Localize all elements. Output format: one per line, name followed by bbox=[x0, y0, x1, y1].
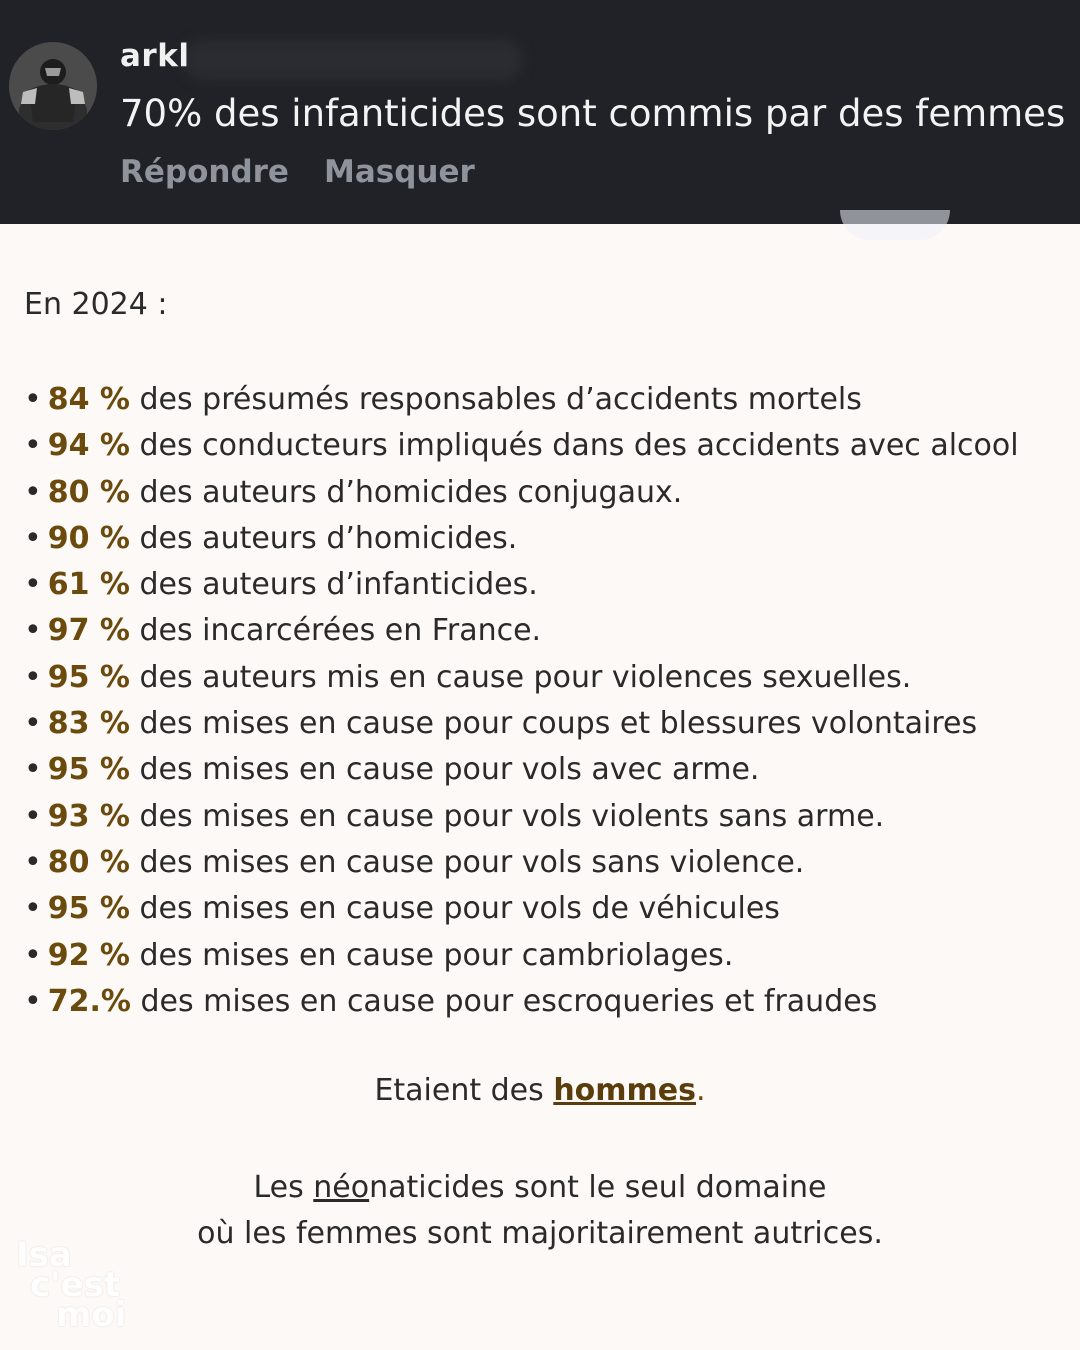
conclusion-line bbox=[0, 1073, 1080, 1108]
stat-percent: 92 % bbox=[47, 937, 130, 973]
stat-percent: 93 % bbox=[47, 798, 130, 834]
note-underlined: néo bbox=[313, 1170, 370, 1205]
stat-percent: 95 % bbox=[47, 891, 130, 927]
stat-text: des auteurs d’infanticides. bbox=[139, 567, 538, 603]
stat-item: • 80 % des auteurs d’homicides conjugaux. bbox=[24, 474, 683, 510]
stat-percent: 90 % bbox=[47, 520, 130, 556]
stat-text: des mises en cause pour vols de véhicules bbox=[139, 891, 780, 927]
stat-item: • 94 % des conducteurs impliqués dans des accidents avec alcool bbox=[24, 428, 1019, 464]
stat-item: • 95 % des mises en cause pour vols de véhicules bbox=[24, 891, 780, 927]
stat-percent: 94 % bbox=[47, 428, 130, 464]
note-line-2: où les femmes sont majoritairement autrices. bbox=[197, 1216, 883, 1251]
stat-percent: 83 % bbox=[47, 706, 130, 742]
stat-percent: 80 % bbox=[47, 844, 130, 880]
note-prefix: Les bbox=[253, 1170, 314, 1205]
stats-list bbox=[24, 377, 1019, 1025]
stat-text: des auteurs mis en cause pour violences sexuelles. bbox=[139, 659, 912, 695]
armored-warrior-avatar-icon bbox=[9, 42, 97, 130]
stat-text: des mises en cause pour cambriolages. bbox=[139, 937, 734, 973]
stat-text: des mises en cause pour vols sans violence. bbox=[139, 844, 805, 880]
hide-button[interactable]: Masquer bbox=[324, 154, 475, 190]
watermark-line-2: c'est bbox=[30, 1265, 121, 1305]
stat-item: • 83 % des mises en cause pour coups et blessures volontaires bbox=[24, 706, 978, 742]
stat-text: des mises en cause pour vols violents sans arme. bbox=[139, 798, 885, 834]
stat-text: des mises en cause pour vols avec arme. bbox=[139, 752, 760, 788]
stat-item: • 90 % des auteurs d’homicides. bbox=[24, 520, 518, 556]
stat-item: • 93 % des mises en cause pour vols violents sans arme. bbox=[24, 798, 885, 834]
conclusion-suffix: . bbox=[696, 1073, 706, 1108]
stat-percent: 95 % bbox=[47, 752, 130, 788]
stat-percent: 97 % bbox=[47, 613, 130, 649]
avatar[interactable] bbox=[9, 42, 97, 130]
watermark bbox=[16, 1235, 146, 1335]
comment-text: 70% des infanticides sont commis par des femmes bbox=[120, 92, 1066, 135]
note-line-1 bbox=[0, 1165, 1080, 1211]
stat-item: • 84 % des présumés responsables d’accidents mortels bbox=[24, 382, 862, 417]
conclusion-highlight: hommes bbox=[553, 1073, 697, 1108]
stat-text: des conducteurs impliqués dans des accidents avec alcool bbox=[139, 428, 1019, 464]
reply-button[interactable]: Répondre bbox=[120, 154, 289, 190]
stat-item: • 92 % des mises en cause pour cambriolages. bbox=[24, 937, 734, 973]
note-rest: naticides sont le seul domaine bbox=[369, 1170, 827, 1205]
stat-text: des auteurs d’homicides conjugaux. bbox=[139, 474, 683, 510]
watermark-line-1: Isa bbox=[16, 1235, 72, 1275]
stat-percent: 95 % bbox=[47, 659, 130, 695]
watermark-line-3: moi bbox=[56, 1295, 127, 1335]
comment-username[interactable]: arkl bbox=[120, 38, 190, 74]
year-label: En 2024 : bbox=[24, 287, 168, 322]
stat-item: • 95 % des auteurs mis en cause pour violences sexuelles. bbox=[24, 659, 912, 695]
comment-bar bbox=[0, 0, 1080, 224]
stat-text: des incarcérées en France. bbox=[139, 613, 542, 649]
stat-item: • 97 % des incarcérées en France. bbox=[24, 613, 542, 649]
stat-text: des mises en cause pour escroqueries et fraudes bbox=[140, 983, 878, 1019]
stat-percent: 72.% bbox=[47, 983, 131, 1019]
decorative-shape bbox=[840, 210, 950, 240]
closing-note bbox=[0, 1165, 1080, 1257]
stat-item: • 72.% des mises en cause pour escroqueries et fraudes bbox=[24, 983, 878, 1019]
conclusion-prefix: Etaient des bbox=[374, 1073, 554, 1108]
stat-percent: 84 % bbox=[47, 382, 130, 417]
stat-text: des présumés responsables d’accidents mortels bbox=[139, 382, 862, 417]
stat-item: • 61 % des auteurs d’infanticides. bbox=[24, 567, 538, 603]
stat-percent: 61 % bbox=[47, 567, 130, 603]
stat-item: • 95 % des mises en cause pour vols avec arme. bbox=[24, 752, 760, 788]
stat-text: des auteurs d’homicides. bbox=[139, 520, 518, 556]
redacted-username-blur bbox=[183, 40, 523, 80]
stat-percent: 80 % bbox=[47, 474, 130, 510]
stat-text: des mises en cause pour coups et blessures volontaires bbox=[139, 706, 978, 742]
stat-item: • 80 % des mises en cause pour vols sans violence. bbox=[24, 844, 805, 880]
